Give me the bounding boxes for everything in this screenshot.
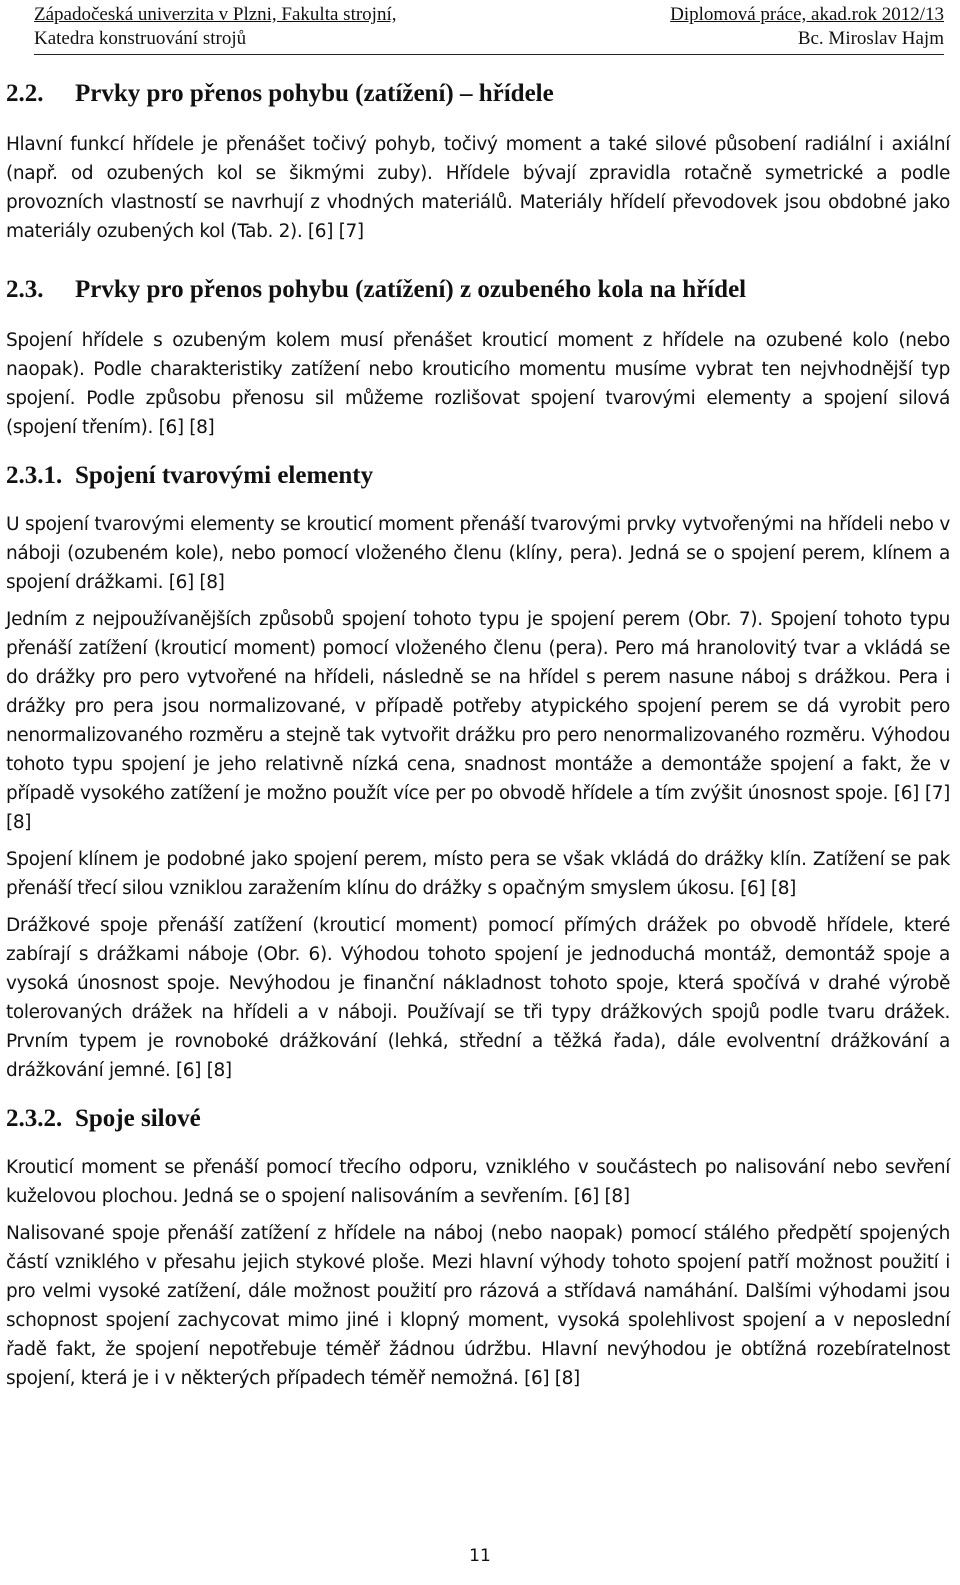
section-number: 2.3.1. (6, 462, 63, 489)
header-thesis-info: Diplomová práce, akad.rok 2012/13 (670, 4, 944, 25)
page-number: 11 (469, 1546, 491, 1566)
section-2-3-2-paragraph: Nalisované spoje přenáší zatížení z hřídele na náboj (nebo naopak) pomocí stálého předpětí spojených částí vzniklého v přesahu jejich stykové ploše. Mezi hlavní výhody tohoto spojení patří možnost použití i pro velmi vysoké zatížení, dále možnost použití pro rázová a střídavá namáhání. Dalšími výhodami jsou schopnost spojení zachycovat mimo jiné i klopný moment, vysoká spolehlivost spojení a v neposlední řadě fakt, že spojení nepotřebuje téměř žádnou údržbu. Hlavní nevýhodou je obtížná rozebíratelnost spojení, která je i v některých případech téměř nemožná. [6] [8] (6, 1223, 950, 1389)
section-2-2-paragraph (6, 130, 950, 246)
section-heading-2-3 (6, 274, 950, 306)
paragraph-text: Hlavní funkcí hřídele je přenášet točivý pohyb, točivý moment a také silové působení radiální i axiální (např. od ozubených kol se šikmými zuby). Hřídele bývají zpravidla rotačně symetrické a podle provozních vlastností se navrhují z vhodných materiálů. Materiály hřídelí převodovek jsou obdobné jako materiály ozubených kol (Tab. 2). [6] [7] (6, 134, 950, 242)
page-header (34, 3, 944, 55)
section-heading-2-2 (6, 78, 950, 110)
section-title: Spoje silové (75, 1105, 201, 1132)
section-2-3-1-paragraph: Spojení klínem je podobné jako spojení perem, místo pera se však vkládá do drážky klín. Zatížení se pak přenáší třecí silou vzniklou zaražením klínu do drážky s opačným smyslem úkosu. [6] [8] (6, 849, 950, 899)
section-heading-2-3-2 (6, 1103, 950, 1135)
section-title: Spojení tvarovými elementy (75, 462, 374, 489)
section-title: Prvky pro přenos pohybu (zatížení) z ozubeného kola na hřídel (75, 276, 747, 303)
section-heading-2-3-1 (6, 460, 950, 492)
page-content (6, 78, 950, 1393)
header-university: Západočeská univerzita v Plzni, Fakulta strojní, (34, 4, 397, 25)
section-2-3-1-paragraph: Jedním z nejpoužívanějších způsobů spojení tohoto typu je spojení perem (Obr. 7). Spojení tohoto typu přenáší zatížení (krouticí moment) pomocí vloženého členu (pera). Pero má hranolovitý tvar a vkládá se do drážky pro pero vytvořené na hřídeli, následně se na hřídel s perem nasune náboj s drážkou. Pera i drážky pro pera jsou normalizované, v případě potřeby atypického spojení perem se dá vyrobit pero nenormalizovaného rozměru a stejně tak vytvořit drážku pro pero nenormalizovaného rozměru. Výhodou tohoto typu spojení je jeho relativně nízká cena, snadnost montáže a demontáže spojení a fakt, že v případě vysokého zatížení je možno použít více per po obvodě hřídele a tím zvýšit únosnost spoje. [6] [7] [8] (6, 609, 950, 833)
section-2-3-1-paragraph: Drážkové spoje přenáší zatížení (krouticí moment) pomocí přímých drážek po obvodě hřídele, které zabírají s drážkami náboje (Obr. 6). Výhodou tohoto spojení je jednoduchá montáž, demontáž spoje a vysoká únosnost spoje. Nevýhodou je finanční nákladnost tohoto spoje, která spočívá v drahé výrobě tolerovaných drážek na hřídeli a v náboji. Používají se tři typy drážkových spojů podle tvaru drážek. Prvním typem je rovnoboké drážkování (lehká, střední a těžká řada), dále evolventní drážkování a drážkování jemné. [6] [8] (6, 915, 950, 1081)
header-row-top (34, 3, 944, 27)
section-title: Prvky pro přenos pohybu (zatížení) – hřídele (75, 80, 554, 107)
section-number: 2.2. (6, 80, 44, 107)
section-number: 2.3.2. (6, 1105, 63, 1132)
section-2-3-1-paragraph: U spojení tvarovými elementy se krouticí moment přenáší tvarovými prvky vytvořenými na hřídeli nebo v náboji (ozubeném kole), nebo pomocí vloženého členu (klíny, pera). Jedná se o spojení perem, klínem a spojení drážkami. [6] [8] (6, 514, 950, 593)
section-2-3-paragraph: Spojení hřídele s ozubeným kolem musí přenášet krouticí moment z hřídele na ozubené kolo (nebo naopak). Podle charakteristiky zatížení nebo krouticího momentu musíme vybrat ten nejvhodnější typ spojení. Podle způsobu přenosu sil můžeme rozlišovat spojení tvarovými elementy a spojení silová (spojení třením). [6] [8] (6, 330, 950, 438)
header-author: Bc. Miroslav Hajm (797, 28, 944, 49)
section-number: 2.3. (6, 276, 44, 303)
section-2-3-2-paragraph: Krouticí moment se přenáší pomocí třecího odporu, vzniklého v součástech po nalisování nebo sevření kuželovou plochou. Jedná se o spojení nalisováním a sevřením. [6] [8] (6, 1157, 950, 1207)
header-row-bottom (34, 27, 944, 51)
header-department: Katedra konstruování strojů (34, 28, 247, 49)
